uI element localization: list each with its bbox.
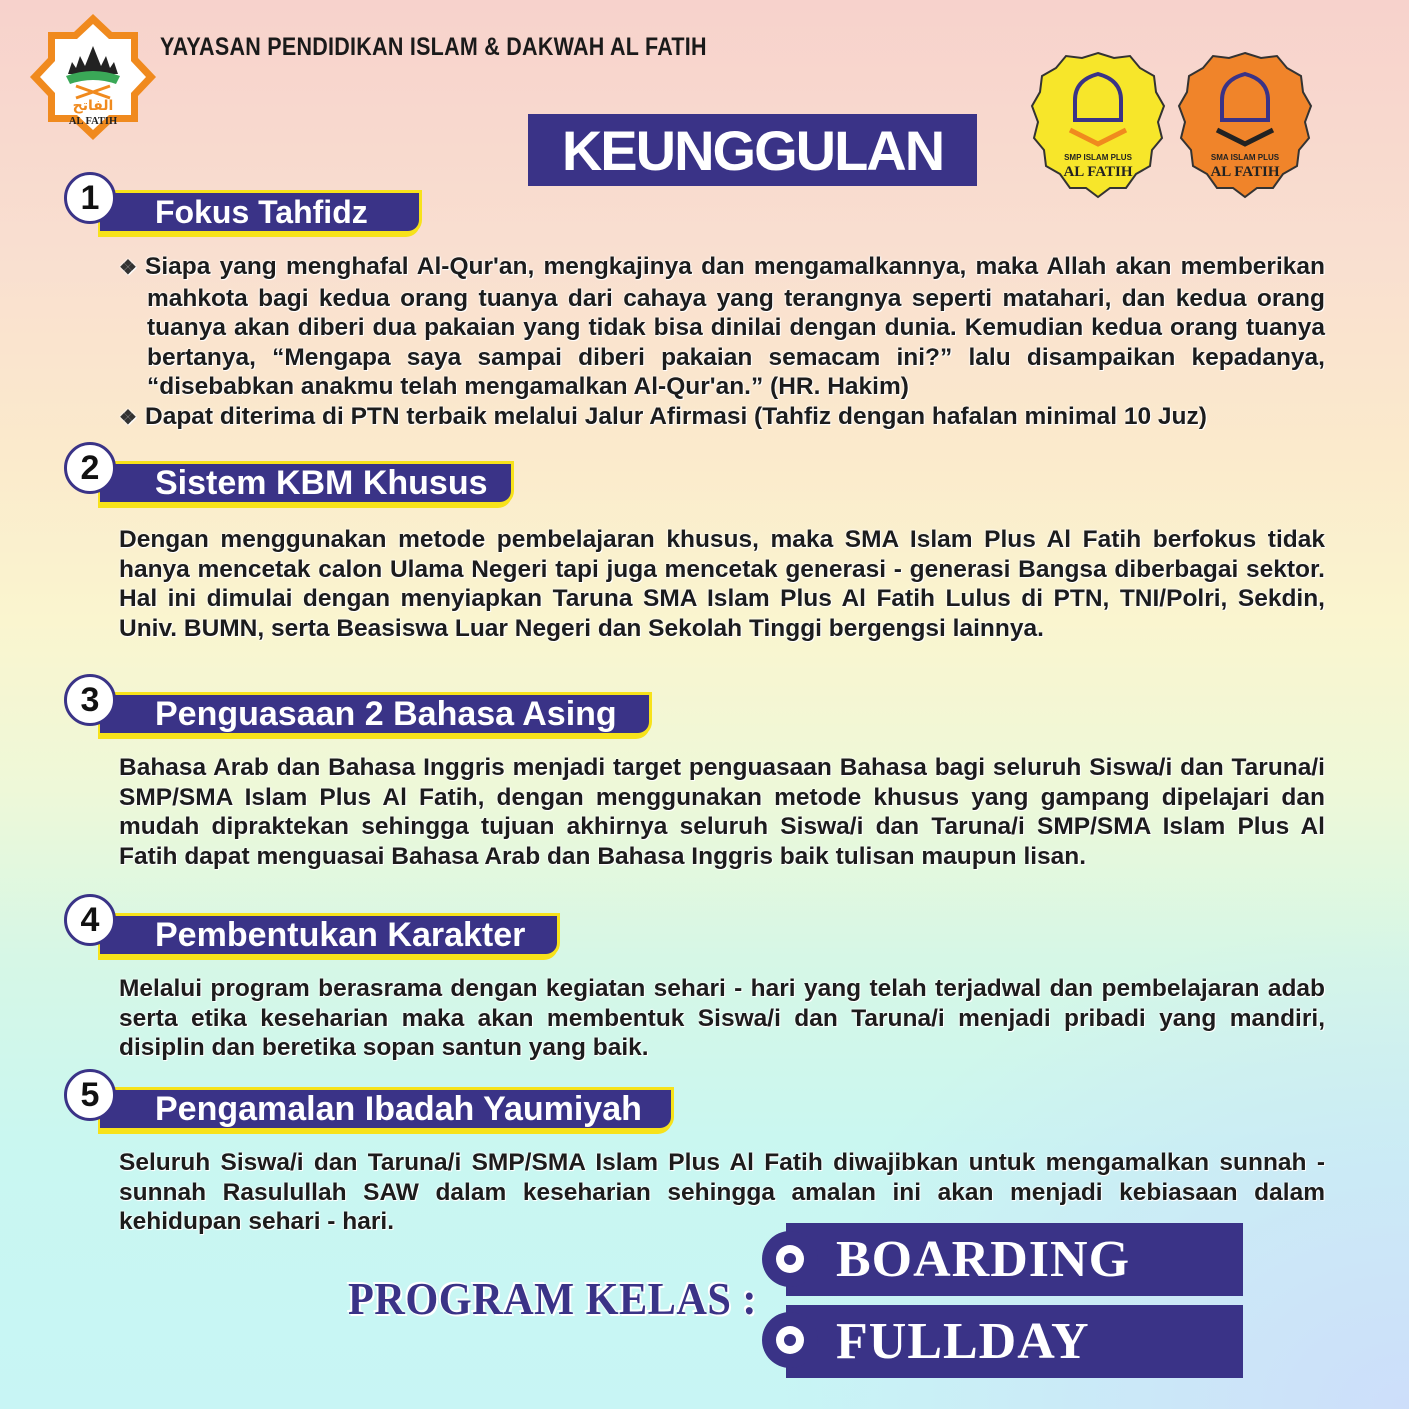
smp-badge-name: AL FATIH <box>1063 164 1133 180</box>
section-4-number: 4 <box>64 894 116 946</box>
program-option-boarding <box>786 1223 1243 1296</box>
section-2-body: Dengan menggunakan metode pembelajaran khusus, maka SMA Islam Plus Al Fatih berfokus tidak hanya mencetak calon Ulama Negeri tapi juga mencetak generasi - generasi Bangsa diberbagai sektor. Hal ini dimulai dengan menyiapkan Taruna SMA Islam Plus Al Fatih Lulus di PTN, TNI/Polri, Sekdin, Univ. BUMN, serta Beasiswa Luar Negeri dan Sekolah Tinggi bergengsi lainnya. <box>119 526 1325 642</box>
section-5-body: Seluruh Siswa/i dan Taruna/i SMP/SMA Islam Plus Al Fatih diwajibkan untuk mengamalkan sunnah - sunnah Rasulullah SAW dalam keseharian sehingga amalan ini akan menjadi kebiasaan dalam kehidupan sehari - hari. <box>119 1149 1325 1235</box>
smp-school-badge <box>1030 50 1166 200</box>
program-kelas-label: PROGRAM KELAS : <box>348 1273 757 1324</box>
page-title-banner <box>528 114 977 186</box>
radio-bullet-icon <box>762 1231 818 1287</box>
section-3-body: Bahasa Arab dan Bahasa Inggris menjadi target penguasaan Bahasa bagi seluruh Siswa/i dan Taruna/i SMP/SMA Islam Plus Al Fatih, dengan menggunakan metode khusus yang gampang dipelajari dan mudah dipraktekan sehingga tujuan akhirnya seluruh Siswa/i dan Taruna/i SMP/SMA Islam Plus Al Fatih dapat menguasai Bahasa Arab dan Bahasa Inggris baik tulisan maupun lisan. <box>119 754 1325 870</box>
section-4-body: Melalui program berasrama dengan kegiatan sehari - hari yang telah terjadwal dan pembelajaran adab serta etika keseharian maka akan membentuk Siswa/i dan Taruna/i menjadi pribadi yang mandiri, disiplin dan beretika sopan santun yang baik. <box>119 975 1325 1061</box>
section-1-title: Fokus Tahfidz <box>100 190 422 234</box>
smp-badge-icon <box>1030 50 1166 200</box>
program-option-label: FULLDAY <box>836 1313 1090 1370</box>
logo-label: AL FATIH <box>68 116 118 127</box>
section-3-number: 3 <box>64 674 116 726</box>
section-5-title: Pengamalan Ibadah Yaumiyah <box>100 1087 674 1131</box>
diamond-bullet-icon: ❖ <box>119 406 137 429</box>
section-1-bullet: ❖ Siapa yang menghafal Al-Qur'an, mengkajinya dan mengamalkannya, maka Allah akan memberikan mahkota bagi kedua orang tuanya dari cahaya yang terangnya seperti matahari, dan kedua orang tuanya akan diberi dua pakaian yang tidak bisa dinilai dengan dunia. Kemudian kedua orang tuanya bertanya, “Mengapa saya sampai diberi pakaian semacam ini?” lalu disampaikan kepadanya, “disebabkan anakmu telah mengamalkan Al-Qur'an.” (HR. Hakim) <box>119 253 1325 400</box>
section-5-number: 5 <box>64 1069 116 1121</box>
smp-badge-school: SMP ISLAM PLUS <box>1064 153 1132 162</box>
sma-badge-name: AL FATIH <box>1210 164 1280 180</box>
radio-bullet-icon <box>762 1312 818 1368</box>
section-1-bullet: ❖ Dapat diterima di PTN terbaik melalui Jalur Afirmasi (Tahfiz dengan hafalan minimal 10 Juz) <box>119 402 1325 434</box>
sma-school-badge <box>1177 50 1313 200</box>
section-1-body <box>119 252 1325 433</box>
section-1-number: 1 <box>64 172 116 224</box>
section-2-title: Sistem KBM Khusus <box>100 461 514 505</box>
section-4-title: Pembentukan Karakter <box>100 913 560 957</box>
star-logo-icon <box>28 12 158 142</box>
sma-badge-school: SMA ISLAM PLUS <box>1210 153 1280 162</box>
page-title: KEUNGGULAN <box>561 118 944 182</box>
organization-name: YAYASAN PENDIDIKAN ISLAM & DAKWAH AL FATIH <box>160 33 707 61</box>
program-option-fullday <box>786 1305 1243 1378</box>
section-2-number: 2 <box>64 442 116 494</box>
diamond-bullet-icon: ❖ <box>119 257 137 279</box>
yayasan-logo <box>28 12 158 142</box>
program-option-label: BOARDING <box>836 1231 1131 1288</box>
logo-arabic: الفاتح <box>72 98 114 114</box>
sma-badge-icon <box>1177 50 1313 200</box>
section-3-title: Penguasaan 2 Bahasa Asing <box>100 692 652 736</box>
